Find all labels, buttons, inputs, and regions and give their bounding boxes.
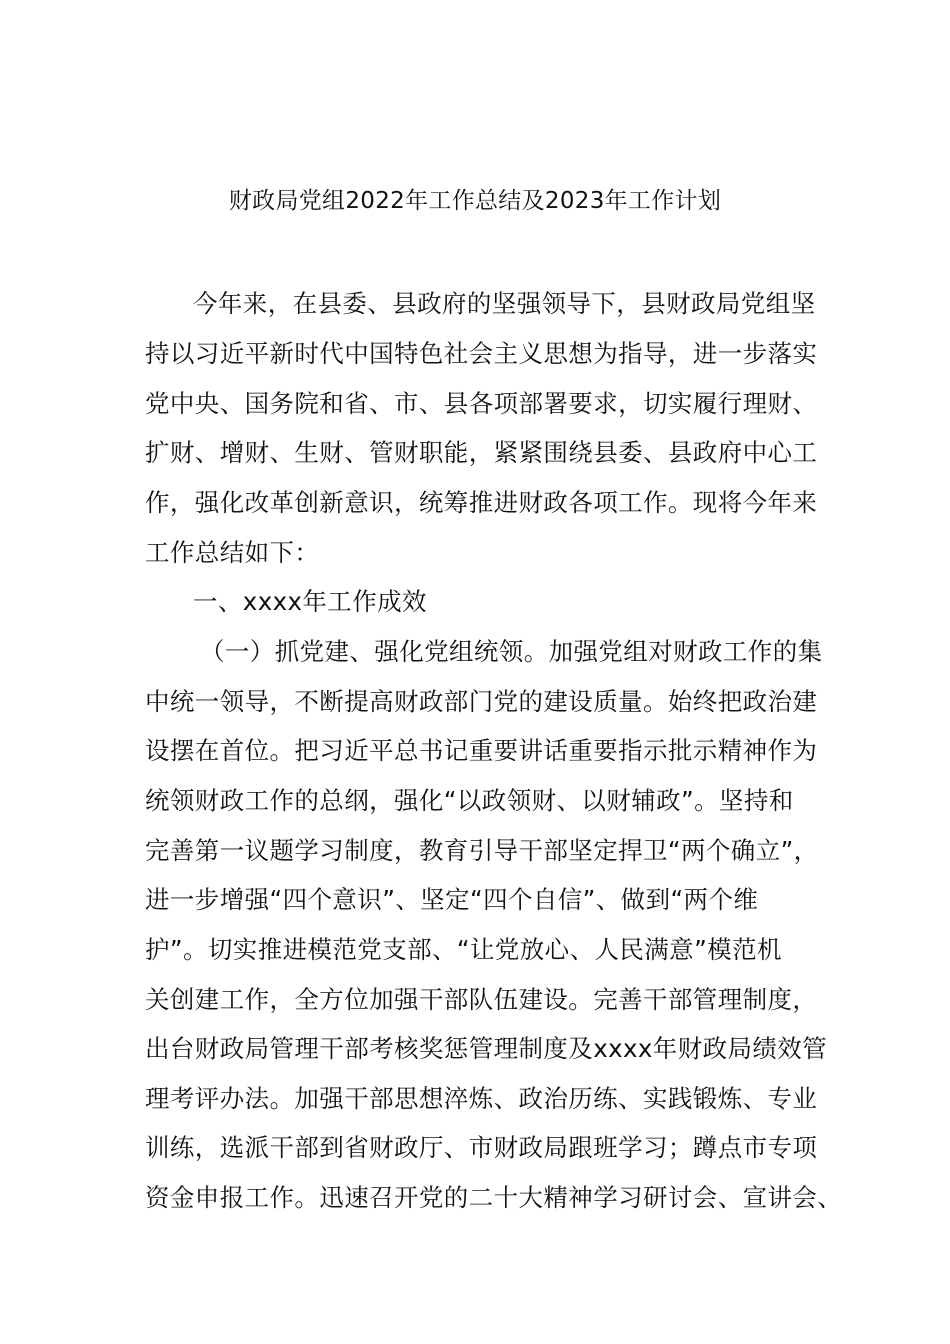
paragraph-line: 作，强化改革创新意识，统筹推进财政各项工作。现将今年来	[145, 488, 818, 517]
paragraph-line: 关创建工作，全方位加强干部队伍建设。完善干部管理制度，	[145, 985, 818, 1014]
paragraph-line: 训练，选派干部到省财政厅、市财政局跟班学习；蹲点市专项	[145, 1133, 818, 1162]
paragraph-line: 扩财、增财、生财、管财职能，紧紧围绕县委、县政府中心工	[145, 438, 818, 467]
paragraph-line: 党中央、国务院和省、市、县各项部署要求，切实履行理财、	[145, 389, 818, 418]
paragraph-line: 进一步增强“四个意识”、坚定“四个自信”、做到“两个维	[145, 885, 759, 914]
paragraph-line: 资金申报工作。迅速召开党的二十大精神学习研讨会、宣讲会、	[145, 1183, 843, 1212]
paragraph-line: 完善第一议题学习制度，教育引导干部坚定捍卫“两个确立”，	[145, 836, 819, 865]
paragraph-line: 中统一领导，不断提高财政部门党的建设质量。始终把政治建	[145, 687, 818, 716]
section-heading: 一、xxxx年工作成效	[193, 587, 427, 616]
paragraph-line: （一）抓党建、强化党组统领。加强党组对财政工作的集	[200, 637, 823, 666]
document-title: 财政局党组2022年工作总结及2023年工作计划	[228, 188, 722, 214]
paragraph-line: 护”。切实推进模范党支部、“让党放心、人民满意”模范机	[145, 935, 782, 964]
paragraph-line: 持以习近平新时代中国特色社会主义思想为指导，进一步落实	[145, 339, 818, 368]
paragraph-line: 理考评办法。加强干部思想淬炼、政治历练、实践锻炼、专业	[145, 1084, 818, 1113]
paragraph-line: 今年来，在县委、县政府的坚强领导下，县财政局党组坚	[193, 289, 816, 318]
paragraph-line: 统领财政工作的总纲，强化“以政领财、以财辅政”。坚持和	[145, 786, 794, 815]
paragraph-line: 出台财政局管理干部考核奖惩管理制度及xxxx年财政局绩效管	[145, 1034, 828, 1063]
paragraph-line: 设摆在首位。把习近平总书记重要讲话重要指示批示精神作为	[145, 736, 818, 765]
paragraph-line: 工作总结如下：	[145, 538, 320, 567]
